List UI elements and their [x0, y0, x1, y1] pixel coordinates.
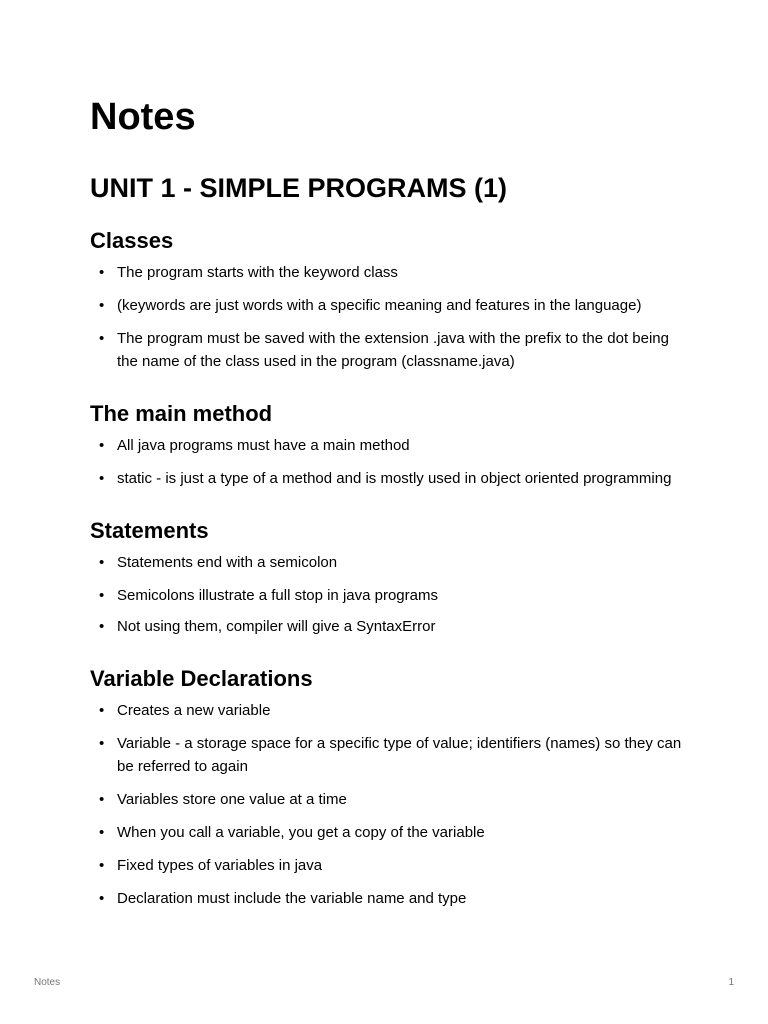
- list-item-text: Statements end with a semicolon: [117, 554, 338, 571]
- section-classes: [90, 227, 690, 383]
- list-item: [90, 327, 687, 373]
- list-item: [90, 854, 687, 877]
- list-item: [90, 584, 687, 607]
- list-item-text: When you call a variable, you get a copy of the variable: [117, 824, 485, 841]
- list-item-text: Fixed types of variables in java: [117, 857, 323, 874]
- bullet-list: [90, 261, 690, 373]
- list-item: [90, 732, 687, 778]
- list-item-text: Not using them, compiler will give a SyntaxError: [117, 618, 436, 635]
- list-item: [90, 434, 687, 457]
- bullet-icon: •: [99, 587, 105, 604]
- list-item: [90, 699, 687, 722]
- bullet-icon: •: [99, 330, 105, 347]
- list-item-text: The program starts with the keyword class: [117, 264, 398, 281]
- section-heading: Statements: [90, 518, 209, 543]
- list-item-text: Variable - a storage space for a specific type of value; identifiers (names) so they can be referred to again: [117, 735, 682, 775]
- list-item-text: All java programs must have a main method: [117, 437, 410, 454]
- section-heading: Variable Declarations: [90, 666, 313, 691]
- list-item: [90, 261, 687, 284]
- list-item-text: Variables store one value at a time: [117, 791, 347, 808]
- section-heading: Classes: [90, 228, 174, 253]
- section-main-method: [90, 400, 690, 500]
- bullet-icon: •: [99, 824, 105, 841]
- unit-heading: UNIT 1 - SIMPLE PROGRAMS (1): [90, 173, 508, 203]
- bullet-list: [90, 551, 690, 638]
- bullet-icon: •: [99, 890, 105, 907]
- list-item: [90, 788, 687, 811]
- list-item-text: Semicolons illustrate a full stop in java programs: [117, 587, 438, 604]
- bullet-icon: •: [99, 791, 105, 808]
- bullet-icon: •: [99, 470, 105, 487]
- bullet-icon: •: [99, 857, 105, 874]
- bullet-list: [90, 434, 690, 490]
- bullet-icon: •: [99, 297, 105, 314]
- list-item: [90, 467, 687, 490]
- list-item-text: The program must be saved with the extension .java with the prefix to the dot being the name of the class used in the program (classname.java): [117, 330, 669, 370]
- bullet-icon: •: [99, 437, 105, 454]
- list-item: [90, 294, 687, 317]
- bullet-icon: •: [99, 264, 105, 281]
- bullet-icon: •: [99, 702, 105, 719]
- list-item: [90, 821, 687, 844]
- bullet-icon: •: [99, 735, 105, 752]
- list-item-text: static - is just a type of a method and is mostly used in object oriented programming: [117, 470, 672, 487]
- section-statements: [90, 517, 690, 648]
- page-title: Notes: [90, 96, 196, 138]
- section-variable-declarations: [90, 665, 690, 920]
- list-item-text: (keywords are just words with a specific meaning and features in the language): [117, 297, 642, 314]
- footer-document-name: Notes: [34, 977, 61, 988]
- list-item: [90, 887, 687, 910]
- bullet-icon: •: [99, 618, 105, 635]
- footer-page-number: 1: [728, 977, 734, 988]
- bullet-list: [90, 699, 690, 910]
- list-item: [90, 551, 687, 574]
- list-item: [90, 615, 687, 638]
- list-item-text: Declaration must include the variable name and type: [117, 890, 467, 907]
- section-heading: The main method: [90, 401, 273, 426]
- bullet-icon: •: [99, 554, 105, 571]
- list-item-text: Creates a new variable: [117, 702, 271, 719]
